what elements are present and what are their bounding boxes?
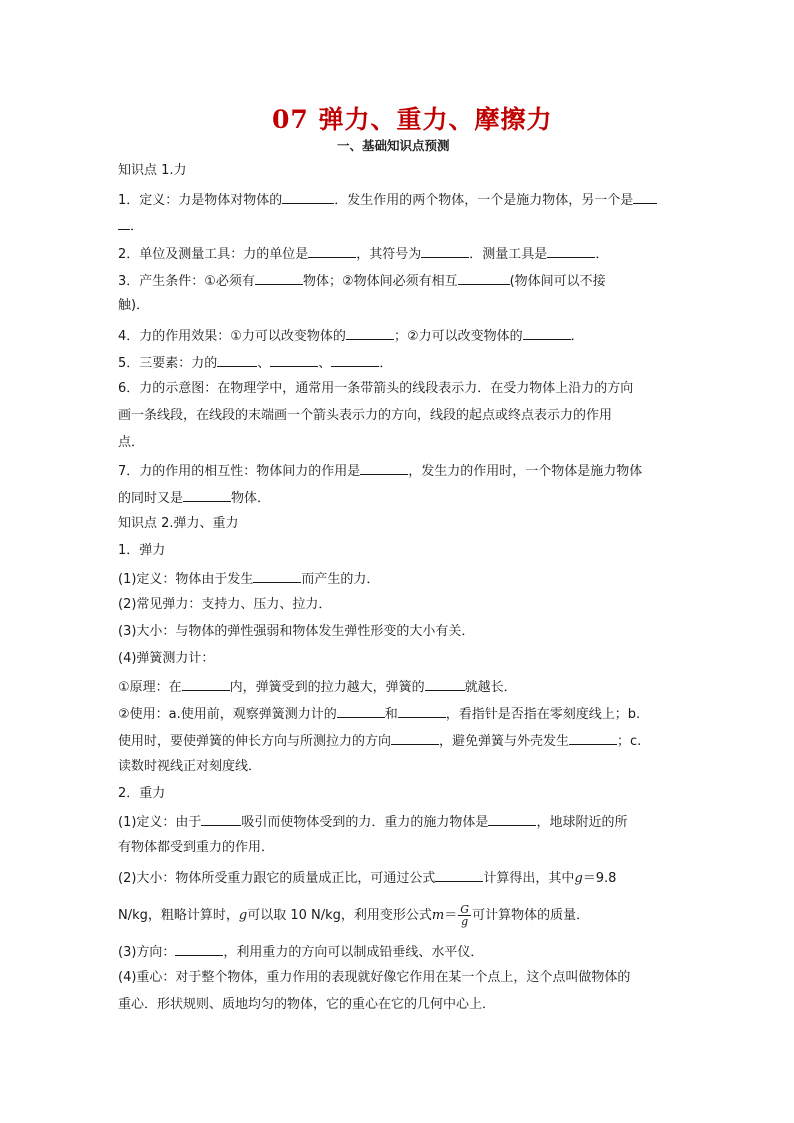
fill-blank[interactable] <box>331 354 379 367</box>
text-line: (3)方向： ，利用重力的方向可以制成铅垂线、水平仪． <box>118 945 484 960</box>
fill-blank[interactable] <box>183 489 231 502</box>
subsection-heading: 2．重力 <box>118 786 166 801</box>
text-line: 1．定义：力是物体对物体的 ．发生作用的两个物体，一个是施力物体，另一个是 <box>118 191 657 209</box>
text-line: N/kg，粗略计算时，g可以取 10 N/kg，利用变形公式m＝ $\frac{G}{g}$ 可计算物体的质量． <box>118 903 590 928</box>
fill-blank[interactable] <box>201 813 241 826</box>
text-line: (2)大小：物体所受重力跟它的质量成正比，可通过公式 计算得出，其中g＝9.8 <box>118 871 617 886</box>
text-line: 触)． <box>118 298 150 313</box>
knowledge-point-heading: 知识点 2.弹力、重力 <box>118 516 239 531</box>
text-line: (1)定义：物体由于发生 而产生的力． <box>118 572 380 587</box>
fill-blank[interactable] <box>458 272 510 285</box>
fill-blank[interactable] <box>435 869 483 882</box>
section-heading: 一、基础知识点预测 <box>337 138 450 153</box>
fill-blank[interactable] <box>633 191 657 204</box>
fill-blank[interactable] <box>175 943 223 956</box>
fill-blank[interactable] <box>270 354 318 367</box>
text-line: 2．单位及测量工具：力的单位是 ，其符号为 ．测量工具是 ． <box>118 247 609 262</box>
fill-blank[interactable] <box>547 245 595 258</box>
document-title: 07 弹力、重力、摩擦力 <box>272 105 553 134</box>
text-line: 7．力的作用的相互性：物体间力的作用是 ，发生力的作用时，一个物体是施力物体 <box>118 464 643 479</box>
text-line: 6．力的示意图：在物理学中，通常用一条带箭头的线段表示力．在受力物体上沿力的方向 <box>118 381 634 396</box>
fill-blank[interactable] <box>182 678 230 691</box>
text-line: 使用时，要使弹簧的伸长方向与所测拉力的方向 ，避免弹簧与外壳发生 ；c. <box>118 734 642 749</box>
text-line: ． <box>118 217 143 235</box>
fill-blank[interactable] <box>337 705 385 718</box>
text-line: (2)常见弹力：支持力、压力、拉力． <box>118 597 332 612</box>
text-line: 重心．形状规则、质地均匀的物体，它的重心在它的几何中心上． <box>118 997 496 1012</box>
text-line: 4．力的作用效果：①力可以改变物体的 ；②力可以改变物体的 ． <box>118 329 584 344</box>
fill-blank[interactable] <box>360 462 408 475</box>
subsection-heading: 1．弹力 <box>118 543 166 558</box>
fill-blank[interactable] <box>523 327 571 340</box>
fill-blank[interactable] <box>398 705 446 718</box>
text-line: ②使用：a.使用前，观察弹簧测力计的 和 ，看指针是否指在零刻度线上；b. <box>118 707 641 722</box>
fill-blank[interactable] <box>488 813 536 826</box>
fill-blank[interactable] <box>346 327 394 340</box>
fill-blank[interactable] <box>217 354 257 367</box>
text-line: (3)大小：与物体的弹性强弱和物体发生弹性形变的大小有关． <box>118 624 475 639</box>
text-line: 的同时又是 物体． <box>118 491 271 506</box>
text-line: (4)弹簧测力计： <box>118 651 215 666</box>
text-line: ①原理：在 内，弹簧受到的拉力越大，弹簧的 就越长． <box>118 680 517 695</box>
fill-blank[interactable] <box>391 732 439 745</box>
text-line: (1)定义：由于 吸引而使物体受到的力．重力的施力物体是 ，地球附近的所 <box>118 815 628 830</box>
text-line: 画一条线段，在线段的末端画一个箭头表示力的方向，线段的起点或终点表示力的作用 <box>118 408 613 423</box>
formula-fraction: $\frac{G}{g}$ <box>460 903 470 928</box>
fill-blank[interactable] <box>255 272 303 285</box>
text-line: 读数时视线正对刻度线． <box>118 759 262 774</box>
fill-blank[interactable] <box>421 245 469 258</box>
fill-blank[interactable] <box>308 245 356 258</box>
text-line: 有物体都受到重力的作用． <box>118 840 275 855</box>
text-line: 3．产生条件：①必须有 物体；②物体间必须有相互 (物体间可以不接 <box>118 274 606 289</box>
fill-blank[interactable] <box>569 732 617 745</box>
fill-blank[interactable] <box>253 570 301 583</box>
fill-blank[interactable] <box>425 678 465 691</box>
text-line: 5．三要素：力的 、 、 ． <box>118 356 393 371</box>
fill-blank[interactable] <box>118 217 130 230</box>
text-line: (4)重心：对于整个物体，重力作用的表现就好像它作用在某一个点上，这个点叫做物体的 <box>118 970 631 985</box>
knowledge-point-heading: 知识点 1.力 <box>118 163 187 178</box>
fill-blank[interactable] <box>282 191 334 204</box>
text-line: 点． <box>118 435 145 450</box>
